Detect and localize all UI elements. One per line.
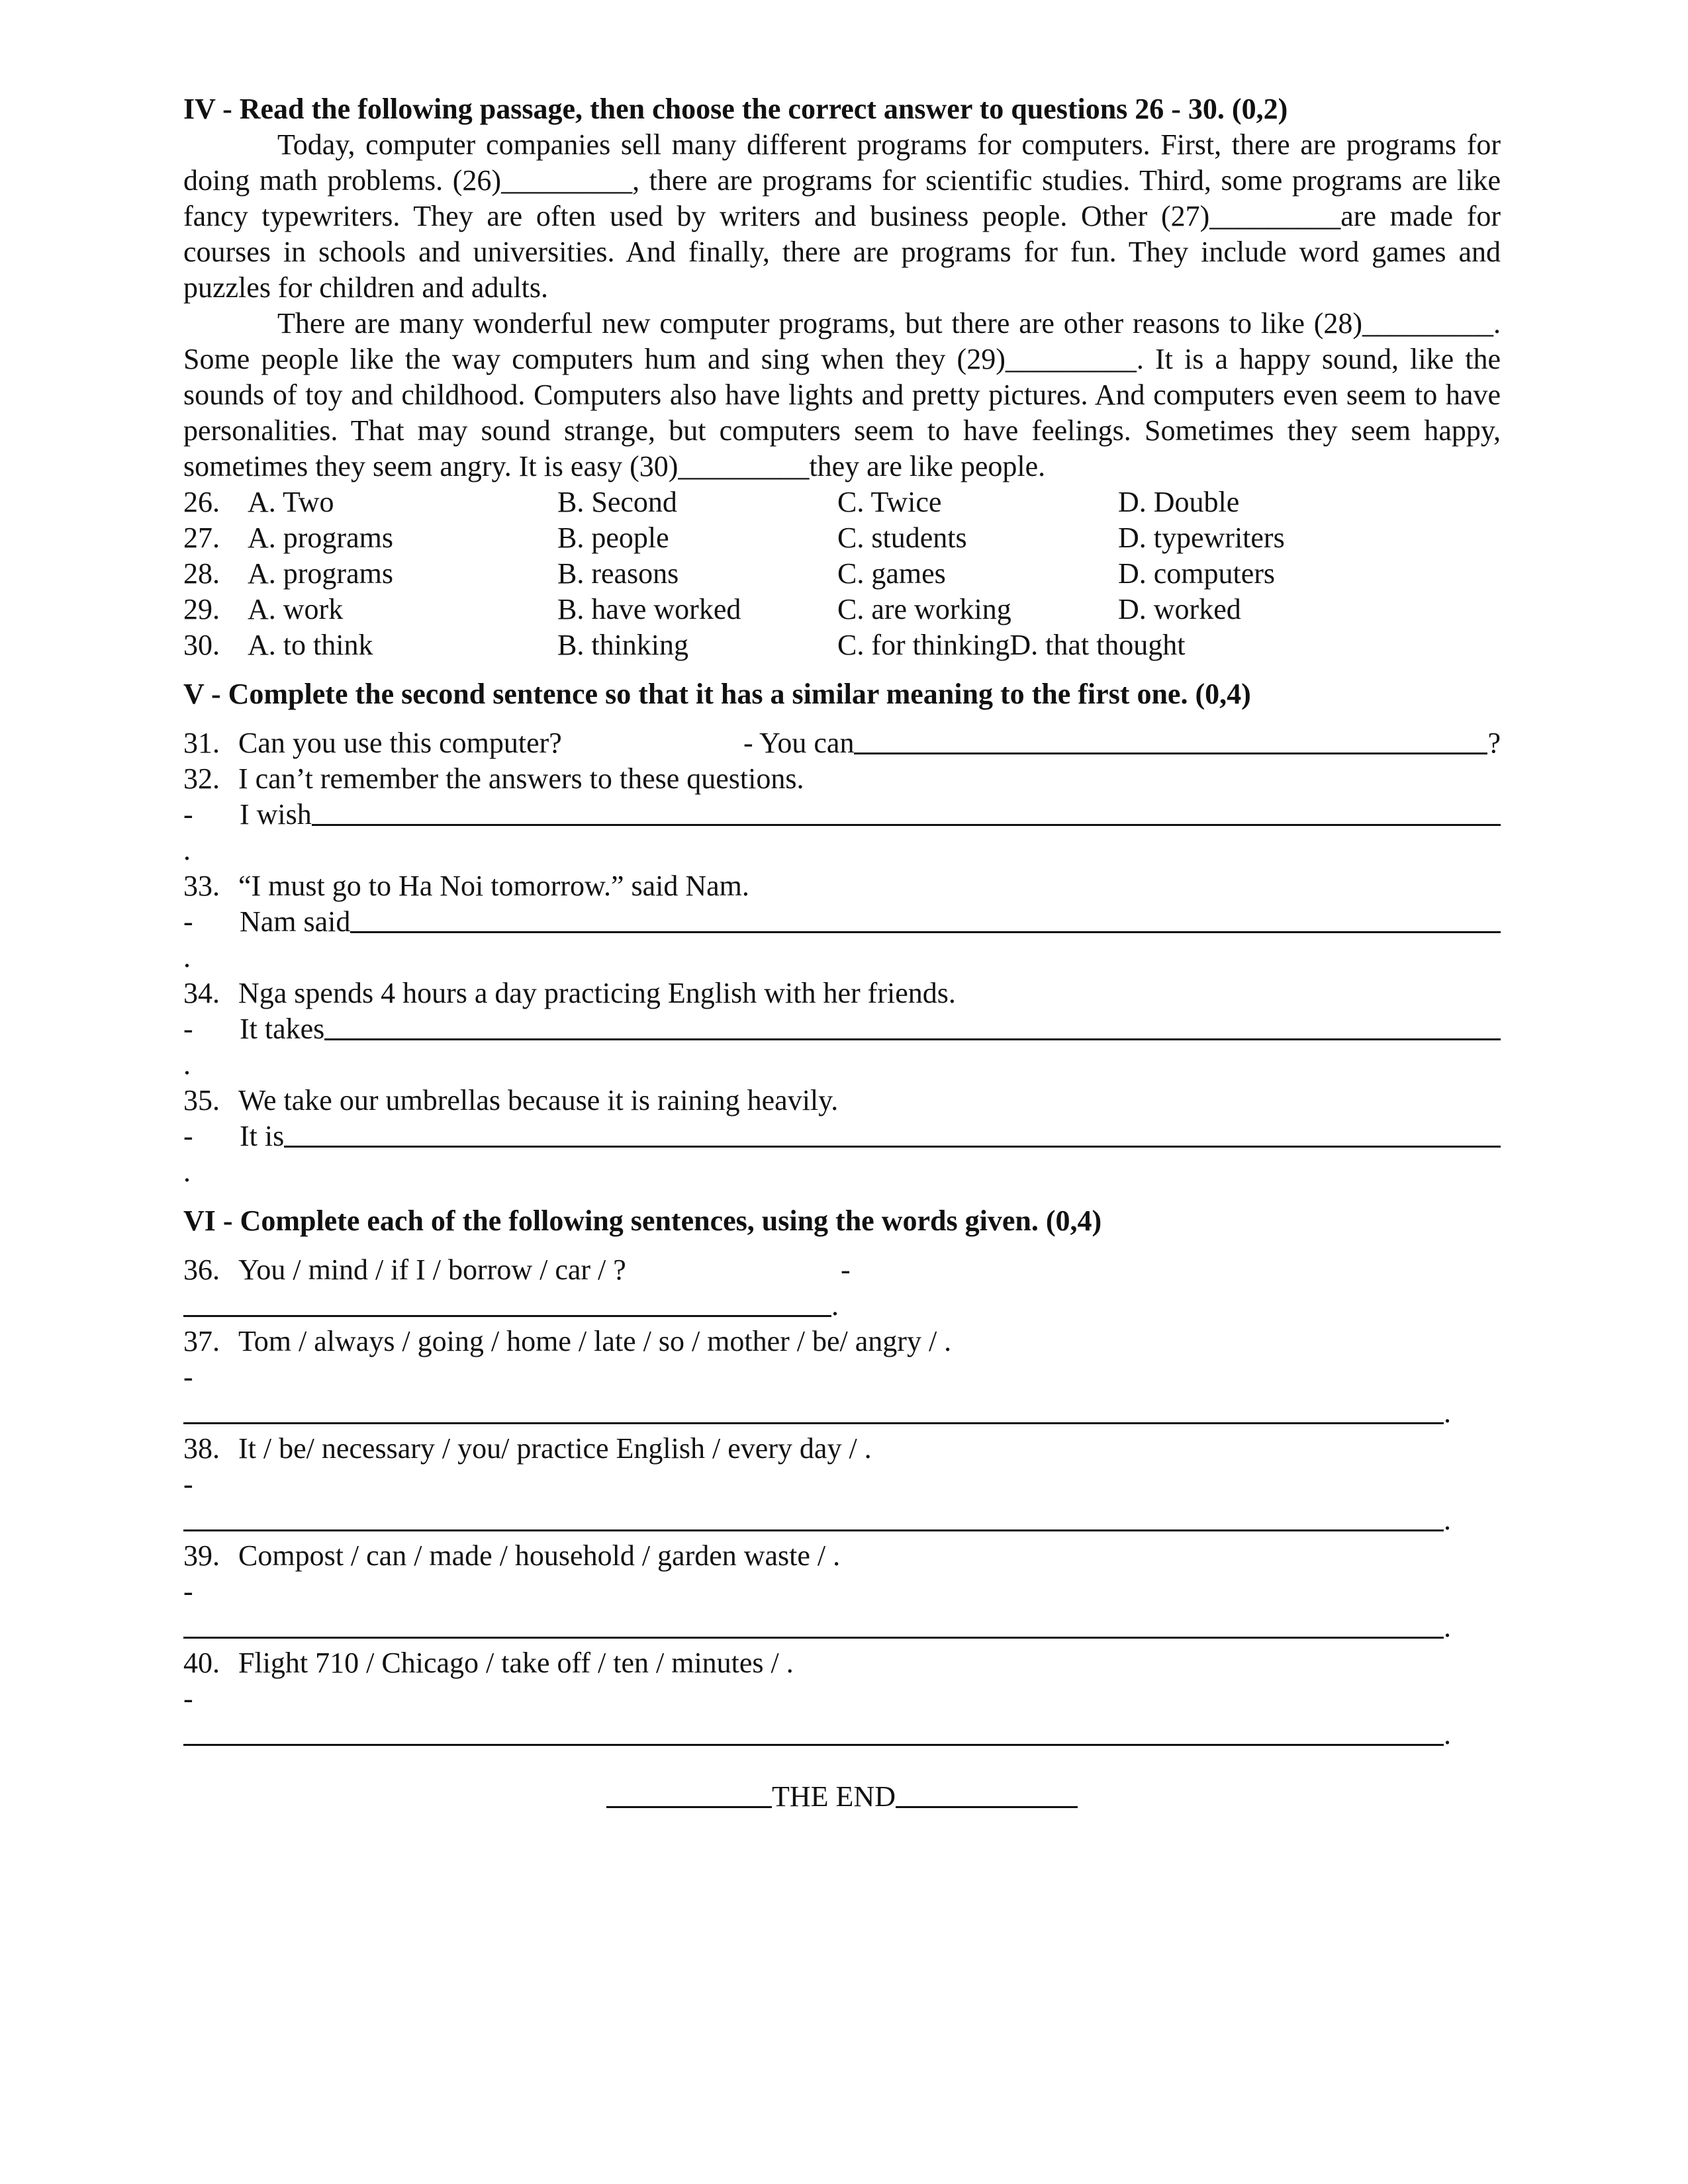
answer-line[interactable] [183,1502,1444,1531]
mcq-row-30 [183,627,1501,663]
line-end-dot: . [1444,1504,1451,1536]
item-prompt: Compost / can / made / household / garden waste / . [238,1539,841,1572]
build-item-39 [183,1538,1501,1645]
option-d[interactable]: D. worked [1118,593,1241,625]
worksheet-content [183,91,1501,1817]
mcq-row-29 [183,592,1501,627]
option-c[interactable]: C. Twice [837,486,942,518]
mcq-row-26 [183,484,1501,520]
item-number: 38. [183,1432,220,1465]
answer-line[interactable] [312,797,1501,826]
passage-paragraph-1: Today, computer companies sell many different programs for computers. First, there are programs for doing math problems. (26)_________, there are programs for scientific studies. Third, some programs are like fancy typewriters. They are often used by writers and business people. Other (27)_________are made for courses in schools and universities. And finally, there are programs for fun. They include word games and puzzles for children and adults. [183,128,1501,304]
spacer [183,1752,1501,1779]
rewrite-item-35 [183,1083,1501,1190]
option-c[interactable]: C. are working [837,593,1011,625]
question-number: 28. [183,557,220,590]
item-prompt: We take our umbrellas because it is raining heavily. [238,1084,839,1116]
section-6-heading: VI - Complete each of the following sentences, using the words given. (0,4) [183,1205,1102,1237]
spacer [183,663,1501,676]
option-d[interactable]: D. computers [1118,557,1276,590]
item-prompt: Tom / always / going / home / late / so / mother / be/ angry / . [238,1325,952,1357]
answer-line[interactable] [183,1610,1444,1639]
rewrite-item-33 [183,868,1501,976]
item-number: 37. [183,1325,220,1357]
build-item-37 [183,1324,1501,1431]
mcq-row-28 [183,556,1501,592]
spacer [183,712,1501,725]
passage-paragraph-2: There are many wonderful new computer programs, but there are other reasons to like (28)_________. Some people like the way computers hum and sing when they (29)_________. It is a happy sound, like the sounds of toy and childhood. Computers also have lights and pretty pictures. And computers even seem to have personalities. That may sound strange, but computers seem to have feelings. Sometimes they seem happy, sometimes they seem angry. It is easy (30)_________they are like people. [183,307,1501,482]
answer-line[interactable] [183,1288,831,1317]
answer-end: ? [1487,727,1501,759]
option-a[interactable]: A. programs [248,522,393,554]
answer-line[interactable] [183,1717,1444,1746]
question-number: 30. [183,629,220,661]
answer-start: - You can [743,727,855,759]
rewrite-item-31 [183,725,1501,761]
option-d[interactable]: D. Double [1118,486,1240,518]
item-prompt: Nga spends 4 hours a day practicing English with her friends. [238,977,956,1009]
the-end-text: THE END [772,1780,896,1813]
item-number: 34. [183,977,220,1009]
build-item-38 [183,1431,1501,1538]
item-number: 39. [183,1539,220,1572]
item-prompt: Can you use this computer? [238,727,562,759]
section-5-heading: V - Complete the second sentence so that it has a similar meaning to the first one. (0,4) [183,678,1251,710]
option-b[interactable]: B. thinking [557,629,689,661]
line-end-dot: . [183,941,191,974]
item-number: 36. [183,1253,220,1286]
dash-marker: - [183,1361,193,1393]
item-prompt: You / mind / if I / borrow / car / ? [238,1253,626,1286]
dash-marker: - [183,905,193,938]
answer-line[interactable] [284,1118,1501,1148]
answer-start: It is [240,1120,285,1152]
line-end-dot: . [1444,1396,1451,1429]
option-b[interactable]: B. reasons [557,557,679,590]
dash-marker: - [183,1013,193,1045]
item-number: 40. [183,1647,220,1679]
end-rule-left [606,1806,772,1808]
question-number: 29. [183,593,220,625]
option-c[interactable]: C. students [837,522,967,554]
option-a[interactable]: A. work [248,593,344,625]
option-a[interactable]: A. to think [248,629,373,661]
line-end-dot: . [183,1048,191,1081]
dash-marker: - [183,798,193,831]
mcq-list [183,484,1501,663]
item-prompt: It / be/ necessary / you/ practice English / every day / . [238,1432,872,1465]
answer-start: Nam said [240,905,351,938]
rewrite-item-32 [183,761,1501,868]
section-4-heading: IV - Read the following passage, then choose the correct answer to questions 26 - 30. (0,2) [183,93,1288,125]
dash-marker: - [183,1120,193,1152]
item-prompt: Flight 710 / Chicago / take off / ten / minutes / . [238,1647,794,1679]
rewrite-item-34 [183,976,1501,1083]
answer-start: I wish [240,798,312,831]
answer-start: It takes [240,1013,325,1045]
option-b[interactable]: B. Second [557,486,677,518]
item-prompt: I can’t remember the answers to these questions. [238,762,804,795]
item-number: 33. [183,870,220,902]
the-end-footer [183,1779,1501,1817]
end-rule-right [896,1806,1078,1808]
dash-marker: - [183,1682,193,1715]
mcq-row-27 [183,520,1501,556]
answer-line[interactable] [183,1395,1444,1424]
item-prompt: “I must go to Ha Noi tomorrow.” said Nam. [238,870,749,902]
answer-line[interactable] [350,904,1501,933]
line-end-dot: . [831,1289,839,1322]
dash-marker: - [183,1575,193,1608]
dash-marker: - [183,1468,193,1500]
line-end-dot: . [183,834,191,866]
item-number: 35. [183,1084,220,1116]
line-end-dot: . [183,1156,191,1188]
item-number: 31. [183,727,220,759]
option-a[interactable]: A. Two [248,486,334,518]
question-number: 27. [183,522,220,554]
option-c-and-d[interactable]: C. for thinkingD. that thought [837,629,1186,661]
build-item-40 [183,1645,1501,1752]
question-number: 26. [183,486,220,518]
answer-line[interactable] [324,1011,1501,1040]
line-end-dot: . [1444,1611,1451,1643]
option-a[interactable]: A. programs [248,557,393,590]
item-number: 32. [183,762,220,795]
spacer [183,1190,1501,1203]
line-end-dot: . [1444,1718,1451,1751]
dash-marker: - [841,1253,851,1286]
option-b[interactable]: B. people [557,522,669,554]
option-c[interactable]: C. games [837,557,946,590]
option-b[interactable]: B. have worked [557,593,741,625]
build-item-36 [183,1252,1501,1324]
option-d[interactable]: D. typewriters [1118,522,1285,554]
spacer [183,1239,1501,1252]
answer-line[interactable] [854,725,1487,754]
